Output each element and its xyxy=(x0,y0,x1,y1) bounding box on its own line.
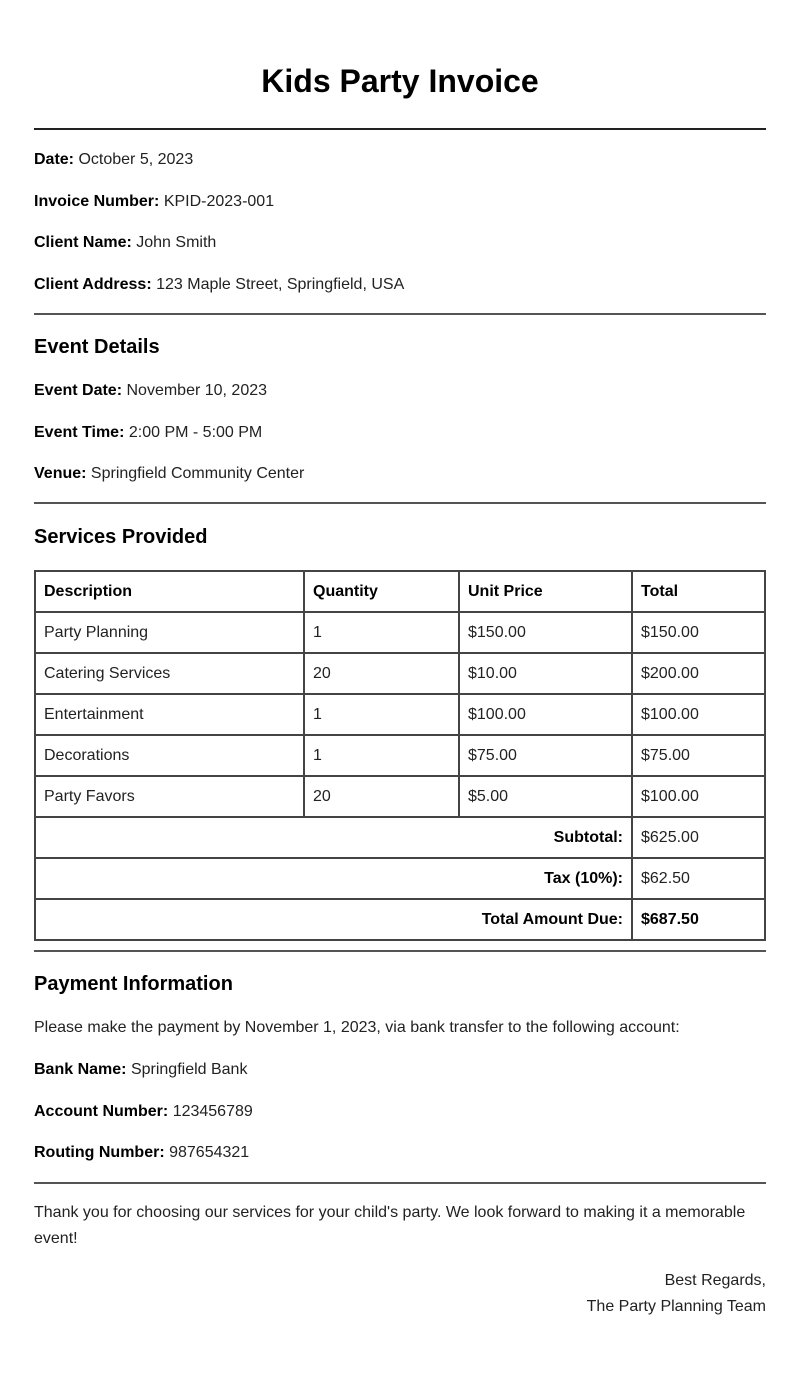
routing-number-label: Routing Number: xyxy=(34,1144,165,1161)
invoice-date-label: Date: xyxy=(34,151,75,168)
subtotal-value: $625.00 xyxy=(632,817,765,858)
services-section xyxy=(34,504,766,941)
event-date-value: November 10, 2023 xyxy=(126,382,268,399)
payment-heading: Payment Information xyxy=(34,973,233,995)
row-total: $100.00 xyxy=(632,776,765,817)
row-quantity: 1 xyxy=(304,612,459,653)
table-row xyxy=(35,694,765,735)
row-unit-price: $75.00 xyxy=(459,735,632,776)
row-quantity: 20 xyxy=(304,653,459,694)
regards: Best Regards, xyxy=(664,1272,766,1289)
row-quantity: 20 xyxy=(304,776,459,817)
event-time-label: Event Time: xyxy=(34,424,125,441)
bank-name-value: Springfield Bank xyxy=(130,1061,248,1078)
row-unit-price: $5.00 xyxy=(459,776,632,817)
total-value: $687.50 xyxy=(632,899,765,940)
row-unit-price: $100.00 xyxy=(459,694,632,735)
tax-value: $62.50 xyxy=(632,858,765,899)
event-venue-label: Venue: xyxy=(34,465,87,482)
account-number-value: 123456789 xyxy=(172,1103,253,1120)
subtotal-label: Subtotal: xyxy=(35,817,632,858)
services-heading: Services Provided xyxy=(34,526,208,548)
row-description: Entertainment xyxy=(35,694,304,735)
table-row xyxy=(35,612,765,653)
bank-name xyxy=(34,1060,766,1080)
column-header-total: Total xyxy=(632,571,765,612)
closing-section xyxy=(34,1184,766,1320)
invoice-page xyxy=(34,0,766,1320)
row-quantity: 1 xyxy=(304,735,459,776)
event-venue-value: Springfield Community Center xyxy=(90,465,305,482)
row-quantity: 1 xyxy=(304,694,459,735)
table-header-row xyxy=(35,571,765,612)
table-row xyxy=(35,653,765,694)
client-address-value: 123 Maple Street, Springfield, USA xyxy=(156,276,405,293)
client-address-label: Client Address: xyxy=(34,276,152,293)
client-name-value: John Smith xyxy=(136,234,217,251)
event-date xyxy=(34,381,766,401)
payment-instructions: Please make the payment by November 1, 2023, via bank transfer to the following account: xyxy=(34,1019,680,1036)
total-row xyxy=(35,899,765,940)
client-name xyxy=(34,233,766,253)
tax-label: Tax (10%): xyxy=(35,858,632,899)
invoice-number xyxy=(34,192,766,212)
payment-section xyxy=(34,952,766,1163)
invoice-number-value: KPID-2023-001 xyxy=(163,193,275,210)
client-name-label: Client Name: xyxy=(34,234,132,251)
invoice-info xyxy=(34,130,766,295)
account-number-label: Account Number: xyxy=(34,1103,169,1120)
subtotal-row xyxy=(35,817,765,858)
thank-you-message: Thank you for choosing our services for your child's party. We look forward to making it a memorable event! xyxy=(34,1204,746,1247)
event-date-label: Event Date: xyxy=(34,382,123,399)
row-total: $100.00 xyxy=(632,694,765,735)
bank-name-label: Bank Name: xyxy=(34,1061,127,1078)
row-description: Party Planning xyxy=(35,612,304,653)
column-header-unit-price: Unit Price xyxy=(459,571,632,612)
invoice-number-label: Invoice Number: xyxy=(34,193,160,210)
row-total: $75.00 xyxy=(632,735,765,776)
column-header-quantity: Quantity xyxy=(304,571,459,612)
row-description: Party Favors xyxy=(35,776,304,817)
routing-number xyxy=(34,1143,766,1163)
event-details-heading: Event Details xyxy=(34,336,160,358)
invoice-date-value: October 5, 2023 xyxy=(78,151,194,168)
column-header-description: Description xyxy=(35,571,304,612)
event-details xyxy=(34,315,766,484)
table-row xyxy=(35,776,765,817)
event-time-value: 2:00 PM - 5:00 PM xyxy=(128,424,263,441)
row-description: Catering Services xyxy=(35,653,304,694)
row-total: $150.00 xyxy=(632,612,765,653)
account-number xyxy=(34,1102,766,1122)
total-label: Total Amount Due: xyxy=(35,899,632,940)
row-description: Decorations xyxy=(35,735,304,776)
invoice-title: Kids Party Invoice xyxy=(261,63,539,99)
routing-number-value: 987654321 xyxy=(169,1144,250,1161)
row-unit-price: $10.00 xyxy=(459,653,632,694)
tax-row xyxy=(35,858,765,899)
event-time xyxy=(34,423,766,443)
client-address xyxy=(34,275,766,295)
row-unit-price: $150.00 xyxy=(459,612,632,653)
table-row xyxy=(35,735,765,776)
signature: The Party Planning Team xyxy=(586,1298,766,1315)
services-table xyxy=(34,570,766,941)
event-venue xyxy=(34,464,766,484)
invoice-date xyxy=(34,150,766,170)
row-total: $200.00 xyxy=(632,653,765,694)
